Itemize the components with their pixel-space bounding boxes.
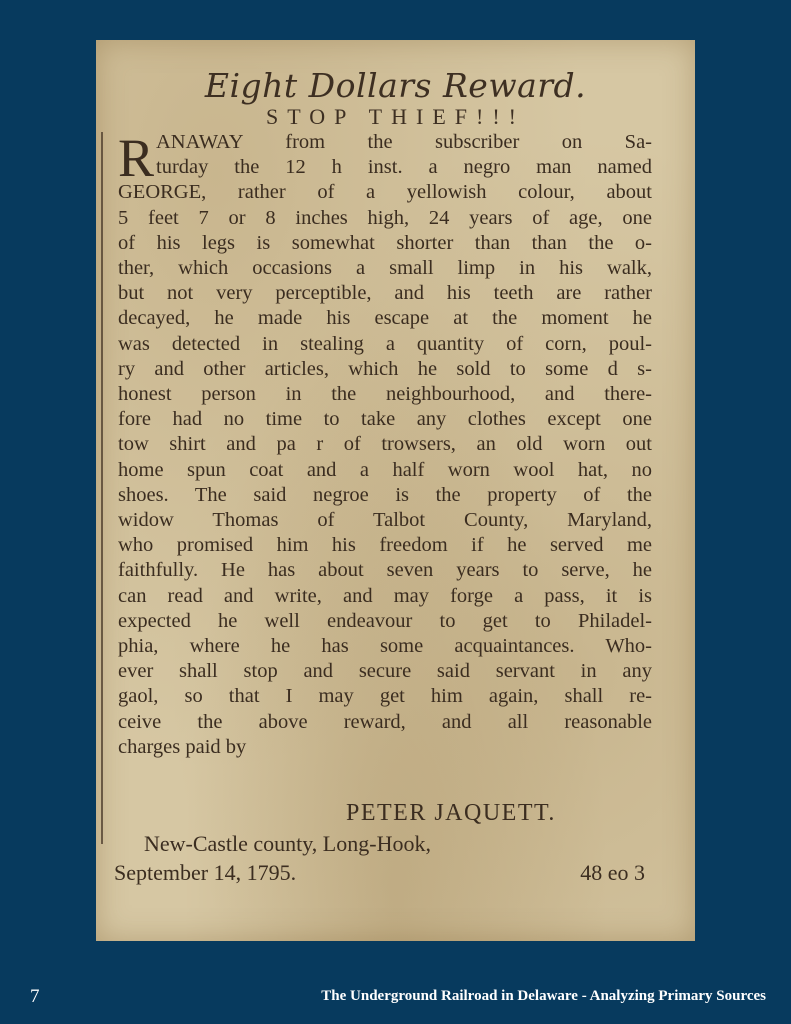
ad-line: ceive the above reward, and all reasonable bbox=[118, 710, 652, 733]
ad-subtitle: STOP THIEF!!! bbox=[266, 104, 525, 129]
ad-date: September 14, 1795. bbox=[114, 860, 297, 885]
ad-line: ther, which occasions a small limp in his walk, bbox=[118, 257, 652, 280]
column-rule bbox=[101, 132, 103, 844]
ad-line: expected he well endeavour to get to Philadel- bbox=[118, 609, 652, 632]
ad-body bbox=[118, 130, 652, 760]
ad-line: gaol, so that I may get him again, shall re- bbox=[118, 685, 652, 708]
ad-line: phia, where he has some acquaintances. Who- bbox=[118, 635, 652, 658]
ad-line: tow shirt and pa r of trowsers, an old worn out bbox=[118, 433, 652, 456]
drop-cap: R bbox=[118, 128, 155, 188]
ad-line: widow Thomas of Talbot County, Maryland, bbox=[118, 509, 652, 532]
ad-line: of his legs is somewhat shorter than than the o- bbox=[118, 231, 652, 254]
ad-title: Eight Dollars Reward. bbox=[204, 66, 587, 105]
ad-line: charges paid by bbox=[118, 735, 247, 758]
ad-line: turday the 12 h inst. a negro man named bbox=[156, 156, 652, 179]
ad-line: ry and other articles, which he sold to some d s- bbox=[118, 357, 652, 380]
ad-line: was detected in stealing a quantity of corn, poul- bbox=[118, 332, 652, 355]
ad-code: 48 eo 3 bbox=[580, 860, 645, 885]
newspaper-clipping bbox=[96, 40, 695, 941]
ad-line: shoes. The said negroe is the property of the bbox=[118, 483, 652, 506]
footer-title: The Underground Railroad in Delaware - Analyzing Primary Sources bbox=[321, 988, 766, 1004]
page-number: 7 bbox=[30, 986, 40, 1007]
ad-line: fore had no time to take any clothes except one bbox=[118, 408, 652, 431]
ad-signature: PETER JAQUETT. bbox=[346, 800, 556, 826]
ad-line: ANAWAY from the subscriber on Sa- bbox=[156, 131, 652, 153]
ad-line: home spun coat and a half worn wool hat, no bbox=[118, 458, 652, 481]
ad-line: who promised him his freedom if he served me bbox=[118, 534, 652, 557]
ad-line: faithfully. He has about seven years to serve, he bbox=[118, 559, 652, 582]
ad-line: honest person in the neighbourhood, and there- bbox=[118, 383, 652, 406]
ad-line: but not very perceptible, and his teeth are rather bbox=[118, 282, 652, 305]
ad-line: ever shall stop and secure said servant in any bbox=[118, 660, 652, 683]
ad-line: GEORGE, rather of a yellowish colour, about bbox=[118, 181, 652, 204]
ad-line: decayed, he made his escape at the moment he bbox=[118, 307, 652, 330]
ad-line: 5 feet 7 or 8 inches high, 24 years of age, one bbox=[118, 206, 652, 229]
ad-place: New-Castle county, Long-Hook, bbox=[144, 831, 431, 856]
ad-line: can read and write, and may forge a pass, it is bbox=[118, 584, 652, 607]
